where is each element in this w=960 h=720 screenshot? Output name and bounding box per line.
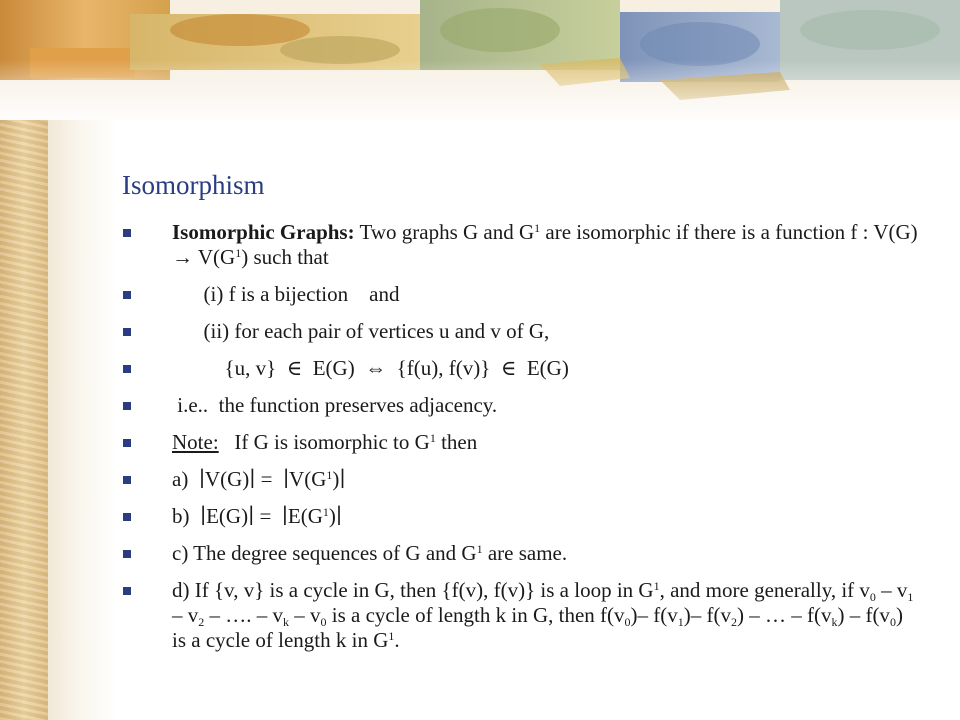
superscript: 1 [235, 246, 242, 260]
bullet-square-icon [123, 328, 131, 336]
superscript: 1 [476, 542, 483, 556]
subscript: 2 [198, 615, 205, 629]
item-text: ) is a cycle of length k in G [172, 603, 903, 652]
bullet-square-icon [123, 291, 131, 299]
list-item [122, 319, 922, 344]
list-item [122, 578, 922, 653]
item-text: then [435, 430, 478, 454]
item-text: d) If {v, v} is a cycle in G, then {f(v), f(v)} is a loop in G [172, 578, 654, 602]
item-text: )– f(v [630, 603, 678, 627]
term-label: Isomorphic Graphs: [172, 220, 355, 244]
list-item [122, 467, 922, 492]
subscript: 1 [677, 615, 684, 629]
bullet-square-icon [123, 513, 131, 521]
top-decorative-banner [0, 0, 960, 120]
item-text: )– f(v [683, 603, 731, 627]
superscript: 1 [534, 221, 541, 235]
item-text: , and more generally, if v [659, 578, 870, 602]
list-item [122, 430, 922, 455]
superscript: 1 [388, 629, 395, 643]
list-item [122, 220, 922, 270]
item-text: Two graphs G and G [354, 220, 535, 244]
bullet-square-icon [123, 550, 131, 558]
item-text: )∣ [332, 467, 346, 491]
bullet-list [122, 220, 922, 665]
note-label: Note: [172, 430, 219, 454]
item-text: If G is isomorphic to G [218, 430, 430, 454]
subscript: 2 [730, 615, 737, 629]
list-item [122, 393, 922, 418]
item-text: i.e.. the function preserves adjacency. [172, 393, 498, 417]
subscript: 1 [907, 590, 914, 604]
item-text: ) – … – f(v [736, 603, 832, 627]
bullet-square-icon [123, 587, 131, 595]
subscript: 0 [889, 615, 896, 629]
item-text: c) The degree sequences of G and G [172, 541, 477, 565]
subscript: 0 [869, 590, 876, 604]
superscript: 1 [322, 505, 329, 519]
list-item [122, 541, 922, 566]
bullet-square-icon [123, 476, 131, 484]
item-text: a) ∣V(G)∣ = ∣V(G [172, 467, 327, 491]
superscript: 1 [326, 468, 333, 482]
item-text: – v [875, 578, 908, 602]
item-text: )∣ [328, 504, 342, 528]
bullet-square-icon [123, 439, 131, 447]
subscript: 0 [624, 615, 631, 629]
item-text: – …. – v [204, 603, 283, 627]
subscript: k [283, 615, 289, 629]
item-text: . [394, 628, 400, 652]
item-text: (i) f is a bijection and [172, 282, 400, 306]
item-text: b) ∣E(G)∣ = ∣E(G [172, 504, 323, 528]
superscript: 1 [653, 579, 660, 593]
bullet-square-icon [123, 365, 131, 373]
item-text: ) such that [241, 245, 329, 269]
superscript: 1 [429, 431, 436, 445]
bullet-square-icon [123, 229, 131, 237]
item-text: – v [172, 603, 199, 627]
item-text: ) – f(v [837, 603, 890, 627]
item-text: {u, v} ∈ E(G) ⇔ {f(u), f(v)} ∈ E(G) [172, 356, 569, 380]
item-text: are same. [482, 541, 568, 565]
subscript: 0 [320, 615, 327, 629]
list-item [122, 356, 922, 381]
item-text: is a cycle of length k in G, then f(v [326, 603, 625, 627]
list-item [122, 282, 922, 307]
subscript: k [831, 615, 838, 629]
slide-title: Isomorphism [122, 170, 265, 200]
item-text: – v [289, 603, 321, 627]
item-text: are isomorphic if there is a function f : V(G) → V(G [172, 220, 918, 269]
list-item [122, 504, 922, 529]
item-text: (ii) for each pair of vertices u and v of G, [172, 319, 550, 343]
bullet-square-icon [123, 402, 131, 410]
